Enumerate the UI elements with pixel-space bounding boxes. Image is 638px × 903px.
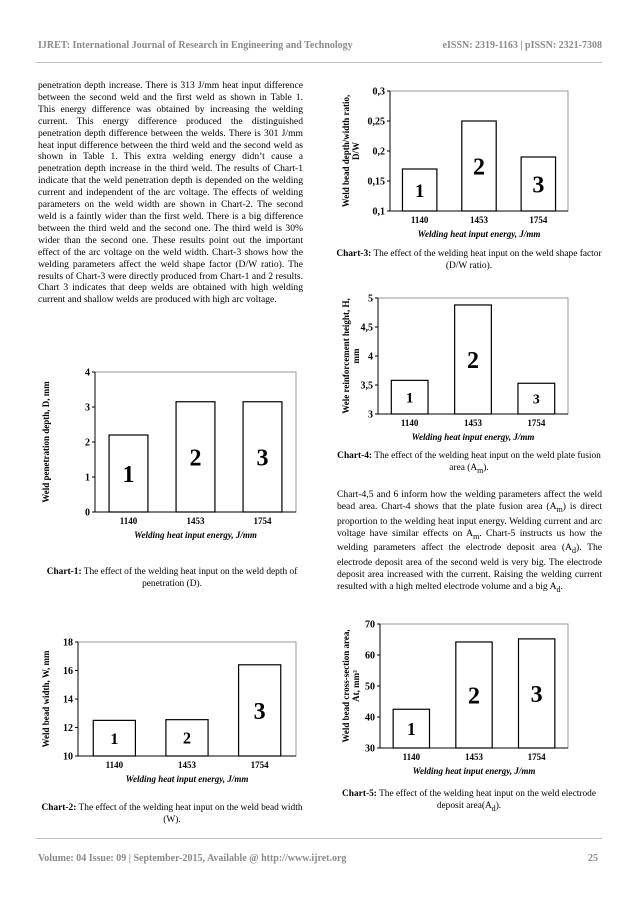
chart-2 <box>40 636 306 798</box>
y-axis-label: Weld bead cross-section area, <box>341 629 351 743</box>
y-tick-label: 10 <box>63 751 73 763</box>
page-number: 25 <box>588 853 598 864</box>
chart-1-svg <box>40 362 306 560</box>
x-tick-label: 1453 <box>178 760 196 770</box>
right-column-text <box>337 489 602 596</box>
y-tick-label: 0,1 <box>372 206 385 218</box>
y-tick-label: 3,5 <box>360 380 373 392</box>
x-tick-label: 1754 <box>529 215 548 225</box>
bar-label: 2 <box>468 683 480 710</box>
x-tick-label: 1754 <box>253 516 272 526</box>
y-axis-label: D/W <box>351 142 361 160</box>
chart-5-caption <box>336 788 602 815</box>
x-tick-label: 1140 <box>105 760 124 770</box>
y-tick-label: 4 <box>368 351 373 363</box>
header-rule <box>36 62 602 63</box>
chart-3-svg <box>340 84 602 242</box>
bar-label: 3 <box>530 682 543 709</box>
y-tick-label: 4,5 <box>360 322 373 334</box>
y-axis-label: Weld bead depth/width ratio, <box>341 94 351 208</box>
y-tick-label: 0 <box>85 507 90 519</box>
caption-label: Chart-4: <box>337 451 373 461</box>
x-axis-label: Welding heat input energy, J/mm <box>417 229 541 239</box>
y-tick-label: 60 <box>365 650 375 662</box>
y-tick-label: 0,15 <box>367 176 385 188</box>
caption-label: Chart-5: <box>342 789 377 799</box>
y-axis-label: At, mm² <box>351 670 361 702</box>
y-tick-label: 0,25 <box>367 116 385 128</box>
caption-text: The effect of the welding heat input on the weld electrode deposit $area(A_d)$. <box>376 789 596 813</box>
journal-title: IJRET: International Journal of Research in Engineering and Technology <box>38 40 353 51</box>
y-tick-label: 4 <box>85 367 90 379</box>
caption-label: Chart-1: <box>46 567 82 577</box>
bar-label: 1 <box>405 390 414 407</box>
y-tick-label: 18 <box>63 637 73 649</box>
x-axis-label: Welding heat input energy, J/mm <box>412 766 536 776</box>
caption-label: Chart-3: <box>336 249 372 259</box>
chart-2-svg <box>40 636 306 798</box>
chart-2-caption <box>40 802 304 826</box>
y-tick-label: 50 <box>365 681 375 693</box>
y-tick-label: 30 <box>365 743 375 755</box>
x-axis-label: Welding heat input energy, J/mm <box>134 530 257 540</box>
y-tick-label: 14 <box>63 694 73 706</box>
caption-text: The effect of the welding heat input on the weld bead width (W). <box>76 803 303 825</box>
y-tick-label: 1 <box>85 472 90 484</box>
x-axis-label: Welding heat input energy, J/mm <box>411 432 535 442</box>
chart-4-caption <box>336 450 602 477</box>
chart-1-caption <box>40 566 304 590</box>
chart-4-svg <box>340 290 602 446</box>
y-tick-label: 0,2 <box>372 146 385 158</box>
x-axis-label: Welding heat input energy, J/mm <box>125 774 249 784</box>
y-tick-label: 3 <box>85 402 90 414</box>
caption-text: The effect of the welding heat input on the weld depth of penetration (D). <box>81 567 298 589</box>
x-tick-label: 1754 <box>527 752 546 762</box>
bar-label: 2 <box>182 728 192 748</box>
left-column-text <box>38 80 303 306</box>
y-axis-label: Wele reinforcement height, H, <box>341 298 351 414</box>
bar-label: 2 <box>473 154 485 181</box>
y-tick-label: 40 <box>365 712 375 724</box>
bar-label: 3 <box>532 172 545 199</box>
y-tick-label: 2 <box>85 437 90 449</box>
x-tick-label: 1453 <box>186 516 205 526</box>
y-tick-label: 0,3 <box>372 86 385 98</box>
chart-4 <box>340 290 602 446</box>
bar-label: 1 <box>406 718 416 739</box>
y-tick-label: 12 <box>63 723 73 734</box>
chart-5 <box>340 618 602 782</box>
y-axis-label: Weld penetration depth, D, mm <box>41 381 51 503</box>
x-tick-label: 1140 <box>400 418 419 428</box>
y-tick-label: 70 <box>365 619 375 631</box>
issn: eISSN: 2319-1163 | pISSN: 2321-7308 <box>442 40 602 51</box>
chart-1 <box>40 362 306 560</box>
caption-label: Chart-2: <box>41 803 77 813</box>
x-tick-label: 1754 <box>250 760 269 770</box>
x-tick-label: 1453 <box>470 215 488 225</box>
bar-label: 2 <box>189 445 202 472</box>
paragraph: penetration depth increase. There is 313 J/mm heat input difference between the second weld and the first weld as shown in Table 1. This energy difference was obtained by increasing the welding current. This energy difference produced the distinguished penetration depth difference between the welds. There is 301 J/mm heat input difference between the third weld and the second weld as shown in Table 1. This extra welding energy didn’t cause a penetration depth increase in the third weld. The results of Chart-1 indicate that the weld penetration depth is depended on the welding current and independent of the arc voltage. The effects of welding parameters on the weld width are shown in Chart-2. The second weld is a faintly wider than the first weld. There is a big difference between the third weld and the second one. The third weld is 30% wider than the second one. These results point out the important effect of the arc voltage on the weld width. Chart-3 shows how the welding parameters affect the weld shape factor (D/W ratio). The results of Chart-3 were directly produced from Chart-1 and 2 results. Chart 3 indicates that deep welds are obtained with high welding current and shallow welds are produced with high arc voltage. <box>38 80 303 306</box>
chart-3-caption <box>336 248 602 272</box>
x-tick-label: 1140 <box>119 516 138 526</box>
bar-label: 3 <box>532 391 540 407</box>
x-tick-label: 1140 <box>402 752 421 762</box>
y-axis-label: mm <box>351 348 361 364</box>
x-tick-label: 1754 <box>527 418 546 428</box>
volume-info: Volume: 04 Issue: 09 | September-2015, Available @ http://www.ijret.org <box>38 853 347 864</box>
footer-rule <box>36 838 602 839</box>
x-tick-label: 1453 <box>464 418 482 428</box>
bar-label: 1 <box>110 730 119 748</box>
x-tick-label: 1140 <box>410 215 429 225</box>
bar-label: 2 <box>467 348 479 375</box>
caption-text: The effect of the welding heat input on the weld plate fusion area $(A_m)$. <box>372 451 601 475</box>
bar-label: 3 <box>256 445 269 472</box>
chart-5-svg <box>340 618 602 782</box>
chart-3 <box>340 84 602 242</box>
x-tick-label: 1453 <box>465 752 483 762</box>
bar-label: 1 <box>414 180 425 202</box>
paragraph: Chart-4,5 and 6 inform how the welding parameters affect the weld bead area. Chart-4 shows that the plate fusion area $(A_m)$ is direct proportion to the welding heat input energy. Welding current and arc voltage have similar effects on $A_m$. Chart-5 instructs us how the welding parameters affect the electrode deposit area $(A_d)$. The electrode deposit area of the second weld is very big. The electrode deposit area increased with the current. Raising the welding current resulted with a high melted electrode volume and a big $A_d$. <box>337 489 603 594</box>
y-axis-label: Weld bead width, W, mm <box>41 650 51 748</box>
y-tick-label: 5 <box>368 293 373 305</box>
y-tick-label: 16 <box>63 666 73 677</box>
y-tick-label: 3 <box>368 409 373 421</box>
bar-label: 1 <box>122 462 135 489</box>
bar-label: 3 <box>253 699 266 726</box>
caption-text: The effect of the welding heat input on the weld shape factor (D/W ratio). <box>371 249 602 271</box>
